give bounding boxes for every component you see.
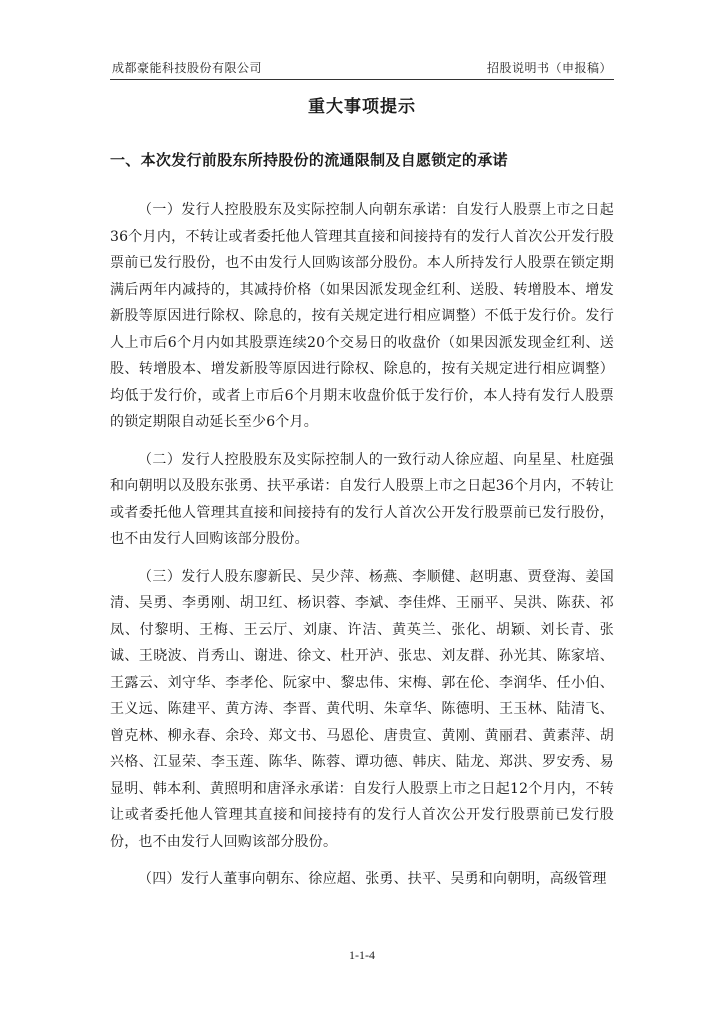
paragraph-3: （三）发行人股东廖新民、吴少萍、杨燕、李顺健、赵明惠、贾登海、姜国清、吴勇、李勇刚、胡卫红、杨识蓉、李斌、李佳烨、王丽平、吴洪、陈获、祁凤、付黎明、王梅、王云厅、刘康、许洁、黄英兰、张化、胡颖、刘长青、张诚、王晓波、肖秀山、谢进、徐文、杜开泸、张忠、刘友群、孙光其、陈家培、王露云、刘守华、李孝伦、阮家中、黎忠伟、宋梅、郭在伦、李润华、任小伯、王义远、陈建平、黄方涛、李晋、黄代明、朱章华、陈德明、王玉林、陆清飞、曾克林、柳永春、余玲、郑文书、马恩伦、唐贵宣、黄刚、黄丽君、黄素萍、胡兴格、江显荣、李玉莲、陈华、陈蓉、谭功德、韩庆、陆龙、郑洪、罗安秀、易显明、韩本利、黄照明和唐泽永承诺：自发行人股票上市之日起12个月内，不转让或者委托他人管理其直接和间接持有的发行人首次公开发行股票前已发行股份，也不由发行人回购该部分股份。 [110, 568, 614, 850]
paragraph-1: （一）发行人控股股东及实际控制人向朝东承诺：自发行人股票上市之日起36个月内，不转让或者委托他人管理其直接和间接持有的发行人首次公开发行股票前已发行股份，也不由发行人回购该部分股份。本人所持发行人股票在锁定期满后两年内减持的，其减持价格（如果因派发现金红利、送股、转增股本、增发新股等原因进行除权、除息的，按有关规定进行相应调整）不低于发行价。发行人上市后6个月内如其股票连续20个交易日的收盘价（如果因派发现金红利、送股、转增股本、增发新股等原因进行除权、除息的，按有关规定进行相应调整）均低于发行价，或者上市后6个月期末收盘价低于发行价，本人持有发行人股票的锁定期限自动延长至少6个月。 [110, 202, 614, 430]
section-heading: 一、本次发行前股东所持股份的流通限制及自愿锁定的承诺 [110, 151, 508, 169]
header-company-name: 成都豪能科技股份有限公司 [112, 61, 263, 75]
section-body [110, 197, 614, 904]
page-header [112, 58, 612, 76]
header-divider [110, 79, 614, 80]
paragraph-4: （四）发行人董事向朝东、徐应超、张勇、扶平、吴勇和向朝明，高级管理 [138, 871, 607, 887]
header-document-type: 招股说明书（申报稿） [486, 61, 612, 75]
paragraph-2: （二）发行人控股股东及实际控制人的一致行动人徐应超、向星星、杜庭强和向朝明以及股东张勇、扶平承诺：自发行人股票上市之日起36个月内，不转让或者委托他人管理其直接和间接持有的发行人首次公开发行股票前已发行股份，也不由发行人回购该部分股份。 [110, 451, 614, 547]
page-title: 重大事项提示 [308, 97, 416, 117]
page-number: 1-1-4 [349, 948, 375, 962]
